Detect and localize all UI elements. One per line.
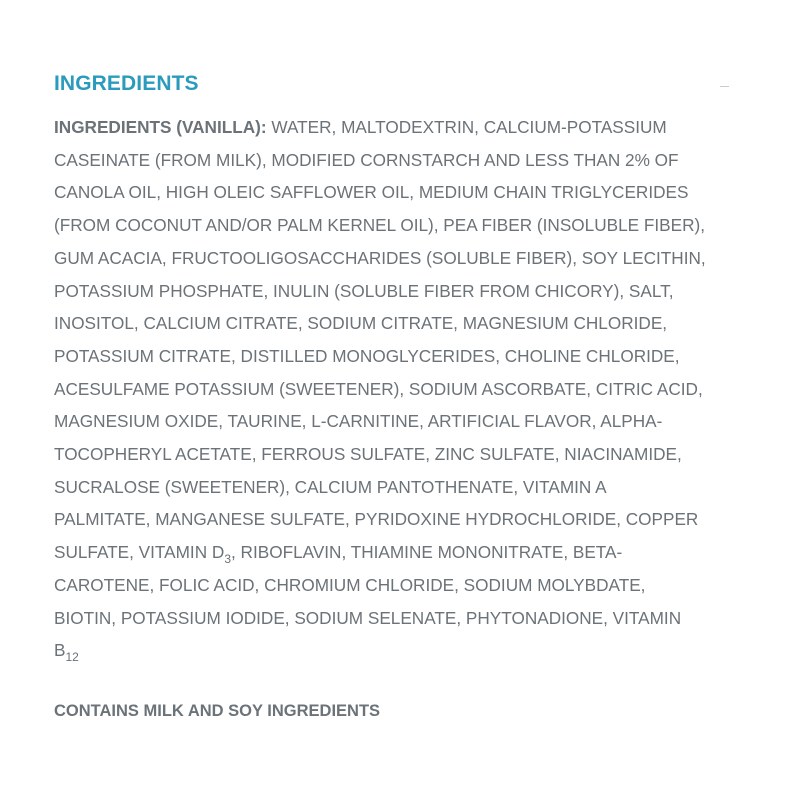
b12-prefix: B [54, 640, 66, 661]
ingredients-line: INOSITOL, CALCIUM CITRATE, SODIUM CITRATE, MAGNESIUM CHLORIDE, [54, 313, 668, 334]
ingredients-line: TOCOPHERYL ACETATE, FERROUS SULFATE, ZINC SULFATE, NIACINAMIDE, [54, 444, 682, 465]
b12-subscript: 12 [65, 650, 79, 665]
ingredients-line: POTASSIUM CITRATE, DISTILLED MONOGLYCERIDES, CHOLINE CHLORIDE, [54, 345, 680, 366]
section-heading: INGREDIENTS [54, 72, 199, 95]
allergen-statement: CONTAINS MILK AND SOY INGREDIENTS [54, 702, 381, 720]
ingredients-line: POTASSIUM PHOSPHATE, INULIN (SOLUBLE FIBER FROM CHICORY), SALT, [54, 280, 674, 301]
ingredients-line: GUM ACACIA, FRUCTOOLIGOSACCHARIDES (SOLUBLE FIBER), SOY LECITHIN, [54, 247, 706, 268]
ingredients-line: MAGNESIUM OXIDE, TAURINE, L-CARNITINE, ARTIFICIAL FLAVOR, ALPHA- [54, 411, 663, 432]
ingredients-line-b12 [54, 634, 754, 667]
ingredients-text [54, 111, 754, 667]
ingredients-line: BIOTIN, POTASSIUM IODIDE, SODIUM SELENATE, PHYTONADIONE, VITAMIN [54, 607, 682, 628]
vitamin-d-suffix: , RIBOFLAVIN, THIAMINE MONONITRATE, BETA- [231, 542, 623, 563]
ingredients-line: CASEINATE (FROM MILK), MODIFIED CORNSTARCH AND LESS THAN 2% OF [54, 149, 679, 170]
ingredients-line: SUCRALOSE (SWEETENER), CALCIUM PANTOTHENATE, VITAMIN A [54, 476, 607, 497]
vitamin-d-prefix: SULFATE, VITAMIN D [54, 542, 225, 563]
ingredients-line-vitamin-d [54, 536, 754, 569]
corner-mark [720, 86, 729, 87]
ingredients-label: INGREDIENTS (VANILLA): [54, 117, 267, 137]
ingredients-line: CAROTENE, FOLIC ACID, CHROMIUM CHLORIDE, SODIUM MOLYBDATE, [54, 574, 646, 595]
ingredients-line [54, 111, 754, 144]
ingredients-line: CANOLA OIL, HIGH OLEIC SAFFLOWER OIL, MEDIUM CHAIN TRIGLYCERIDES [54, 182, 689, 203]
vitamin-d-subscript: 3 [224, 552, 231, 567]
ingredients-line: ACESULFAME POTASSIUM (SWEETENER), SODIUM ASCORBATE, CITRIC ACID, [54, 378, 703, 399]
ingredients-line-text: WATER, MALTODEXTRIN, CALCIUM-POTASSIUM [266, 117, 667, 137]
ingredients-line: (FROM COCONUT AND/OR PALM KERNEL OIL), PEA FIBER (INSOLUBLE FIBER), [54, 215, 706, 236]
ingredients-line: PALMITATE, MANGANESE SULFATE, PYRIDOXINE HYDROCHLORIDE, COPPER [54, 509, 699, 530]
